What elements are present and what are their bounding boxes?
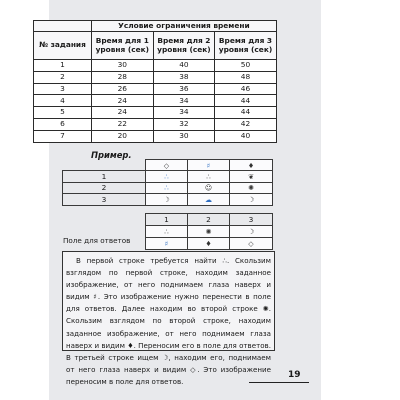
diamond-outline-icon: ◇ bbox=[146, 160, 188, 171]
answer-number: 1 bbox=[146, 214, 188, 226]
explanation-paragraph: В первой строке требуется найти ∴. Скользим взглядом по первой строке, находим заданное изображение, от него поднимаем глаза наверх и видим ♯. Это изображение нужно перенести в поле для ответов. Далее находим во второй строке ✺. Скользим взглядом по второй строке, находим заданное изображение, от него поднимаем глаза наверх и видим ♦. Переносим его в поле для ответов. В третьей строке ищем ☽, находим его, поднимаем от него глаза наверх и видим ◇. Это изображение переносим в поле для ответов. bbox=[66, 256, 271, 386]
dots-icon: ∴ bbox=[146, 171, 188, 182]
time-cell: 36 bbox=[153, 83, 215, 95]
diamond-filled-icon: ♦ bbox=[230, 160, 273, 171]
time-limit-table bbox=[33, 20, 277, 143]
time-cell: 40 bbox=[153, 60, 215, 72]
empty-cell bbox=[63, 160, 146, 171]
time-cell: 42 bbox=[215, 118, 277, 130]
column-header-level-3: Время для 3 уровня (сек) bbox=[215, 32, 277, 60]
smiley-icon: ☺ bbox=[188, 182, 230, 193]
sharp-icon: ♯ bbox=[188, 160, 230, 171]
answer-field-label: Поле для ответов bbox=[63, 236, 131, 245]
table-row bbox=[34, 95, 277, 107]
example-grid bbox=[62, 159, 273, 206]
row-number: 3 bbox=[63, 194, 146, 205]
example-row bbox=[63, 171, 273, 182]
answer-number: 2 bbox=[188, 214, 230, 226]
row-number: 1 bbox=[63, 171, 146, 182]
table-row bbox=[34, 118, 277, 130]
time-cell: 34 bbox=[153, 107, 215, 119]
time-cell: 34 bbox=[153, 95, 215, 107]
answer-result-row bbox=[146, 238, 273, 250]
burst-icon: ✺ bbox=[188, 226, 230, 238]
explanation-box bbox=[62, 251, 275, 386]
time-cell: 20 bbox=[92, 130, 154, 142]
empty-header-cell bbox=[34, 21, 92, 32]
time-cell: 24 bbox=[92, 107, 154, 119]
page-number: 19 bbox=[288, 370, 301, 380]
answer-number: 3 bbox=[230, 214, 273, 226]
row-number: 2 bbox=[63, 182, 146, 193]
table-row bbox=[34, 60, 277, 72]
burst-icon: ✺ bbox=[230, 182, 273, 193]
answer-grid bbox=[145, 213, 273, 250]
cloud-icon: ☁ bbox=[188, 194, 230, 205]
example-header-row bbox=[63, 160, 273, 171]
time-cell: 46 bbox=[215, 83, 277, 95]
table-row bbox=[34, 83, 277, 95]
moon-icon: ☽ bbox=[146, 194, 188, 205]
time-limit-group-header: Условие ограничения времени bbox=[92, 21, 277, 32]
task-number-cell: 2 bbox=[34, 71, 92, 83]
table-row bbox=[34, 107, 277, 119]
dots-icon: ∴ bbox=[146, 226, 188, 238]
time-cell: 48 bbox=[215, 71, 277, 83]
time-cell: 40 bbox=[215, 130, 277, 142]
example-row bbox=[63, 182, 273, 193]
time-cell: 50 bbox=[215, 60, 277, 72]
example-title: Пример. bbox=[91, 150, 132, 160]
table-row bbox=[34, 130, 277, 142]
flower-icon: ❦ bbox=[230, 171, 273, 182]
time-cell: 30 bbox=[153, 130, 215, 142]
answer-number-row bbox=[146, 214, 273, 226]
task-number-cell: 3 bbox=[34, 83, 92, 95]
task-number-cell: 1 bbox=[34, 60, 92, 72]
task-number-cell: 5 bbox=[34, 107, 92, 119]
task-number-cell: 7 bbox=[34, 130, 92, 142]
example-row bbox=[63, 194, 273, 205]
sharp-icon: ♯ bbox=[146, 238, 188, 250]
column-header-level-1: Время для 1 уровня (сек) bbox=[92, 32, 154, 60]
time-cell: 22 bbox=[92, 118, 154, 130]
time-cell: 30 bbox=[92, 60, 154, 72]
time-cell: 44 bbox=[215, 95, 277, 107]
task-number-cell: 4 bbox=[34, 95, 92, 107]
time-cell: 26 bbox=[92, 83, 154, 95]
time-cell: 44 bbox=[215, 107, 277, 119]
task-number-cell: 6 bbox=[34, 118, 92, 130]
time-cell: 38 bbox=[153, 71, 215, 83]
page-number-rule bbox=[249, 382, 309, 383]
diamond-outline-icon: ◇ bbox=[230, 238, 273, 250]
moon-icon: ☽ bbox=[230, 194, 273, 205]
time-cell: 24 bbox=[92, 95, 154, 107]
dots-icon: ∴ bbox=[188, 171, 230, 182]
diamond-filled-icon: ♦ bbox=[188, 238, 230, 250]
dots-icon: ∴ bbox=[146, 182, 188, 193]
time-cell: 32 bbox=[153, 118, 215, 130]
column-header-task: № задания bbox=[34, 32, 92, 60]
answer-target-row bbox=[146, 226, 273, 238]
time-cell: 28 bbox=[92, 71, 154, 83]
moon-icon: ☽ bbox=[230, 226, 273, 238]
table-row bbox=[34, 71, 277, 83]
column-header-level-2: Время для 2 уровня (сек) bbox=[153, 32, 215, 60]
